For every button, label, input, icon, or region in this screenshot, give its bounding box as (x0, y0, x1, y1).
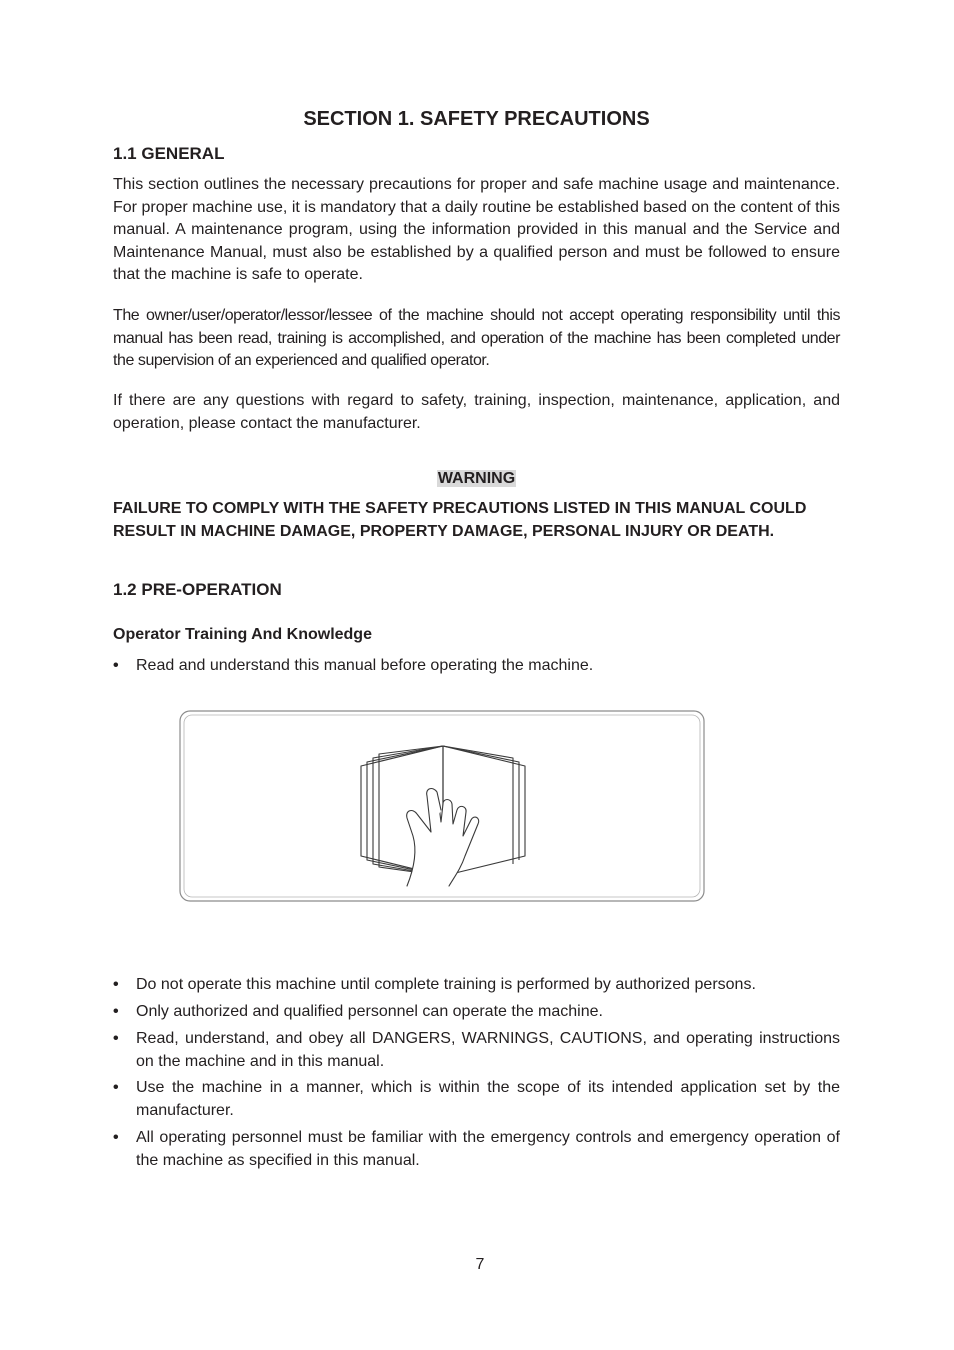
list-item-text: Use the machine in a manner, which is within the scope of its intended application set by the manufacturer. (136, 1079, 840, 1119)
bullet-icon: • (113, 1003, 119, 1020)
bullet-icon: • (113, 1129, 119, 1146)
pre-operation-heading: 1.2 PRE-OPERATION (113, 580, 282, 599)
list-item (113, 1001, 840, 1024)
general-heading: 1.1 GENERAL (113, 144, 225, 163)
bullet-icon: • (113, 657, 119, 674)
bullet-icon: • (113, 976, 119, 993)
page-number: 7 (475, 1256, 485, 1273)
warning-text: FAILURE TO COMPLY WITH THE SAFETY PRECAUTIONS LISTED IN THIS MANUAL COULD RESULT IN MACHINE DAMAGE, PROPERTY DAMAGE, PERSONAL INJURY OR DEATH. (113, 500, 807, 540)
general-paragraph-2: The owner/user/operator/lessor/lessee of the machine should not accept operating responsibility until this manual has been read, training is accomplished, and operation of the machine has been completed under the supervision of an experienced and qualified operator. (113, 307, 840, 370)
bullet-icon: • (113, 1030, 119, 1047)
general-paragraph-3: If there are any questions with regard to safety, training, inspection, maintenance, application, and operation, please contact the manufacturer. (113, 392, 840, 432)
section-title: SECTION 1. SAFETY PRECAUTIONS (303, 108, 650, 130)
list-item-text: Read, understand, and obey all DANGERS, WARNINGS, CAUTIONS, and operating instructions on the machine and in this manual. (136, 1030, 840, 1070)
read-manual-icon (179, 710, 705, 902)
operator-training-subheading: Operator Training And Knowledge (113, 626, 372, 643)
list-item-text: Do not operate this machine until complete training is performed by authorized persons. (136, 976, 756, 993)
bullet-icon: • (113, 1079, 119, 1096)
list-item (113, 974, 840, 997)
list-item (113, 1028, 840, 1073)
list-item (113, 1127, 840, 1172)
list-item-text: Only authorized and qualified personnel can operate the machine. (136, 1003, 603, 1020)
general-paragraph-1: This section outlines the necessary precautions for proper and safe machine usage and maintenance. For proper machine use, it is mandatory that a daily routine be established based on the content of this manual. A maintenance program, using the information provided in this manual and the Service and Maintenance Manual, must also be established by a qualified person and must be followed to ensure that the machine is safe to operate. (113, 176, 840, 284)
warning-label: WARNING (437, 470, 516, 487)
list-item-text: All operating personnel must be familiar with the emergency controls and emergency operation of the machine as specified in this manual. (136, 1129, 840, 1169)
warning-title (113, 470, 840, 488)
list-item (113, 655, 840, 678)
list-item (113, 1077, 840, 1122)
list-item-text: Read and understand this manual before operating the machine. (136, 657, 594, 674)
